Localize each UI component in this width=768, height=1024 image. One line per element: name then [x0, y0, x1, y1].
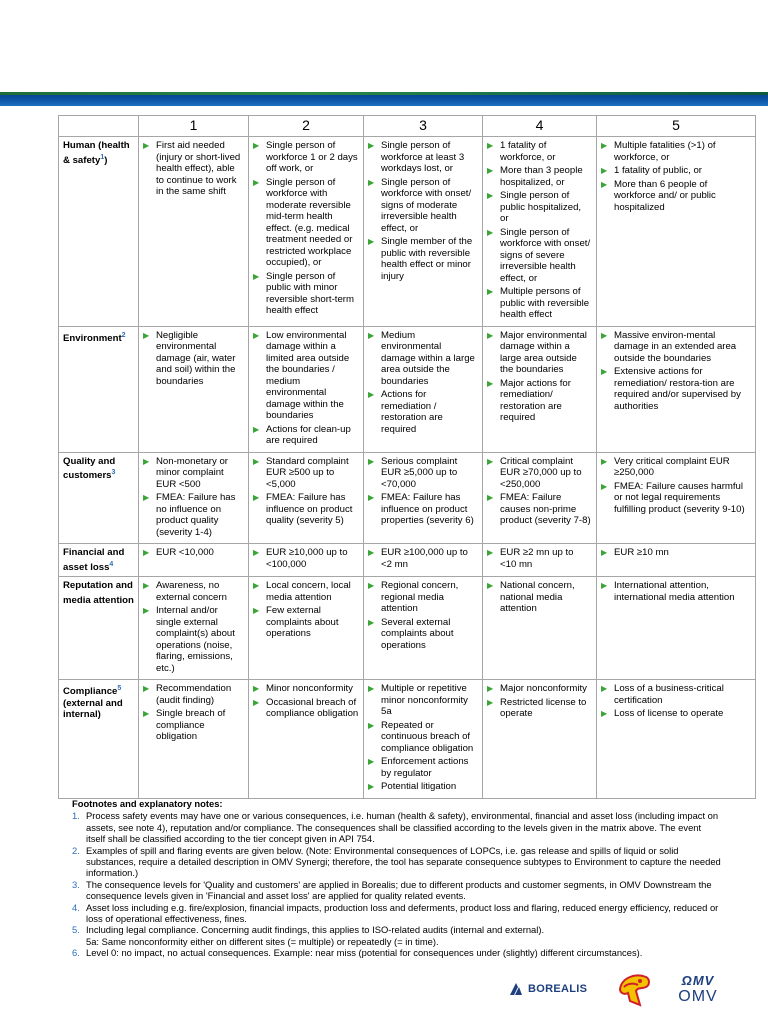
consequence-matrix	[58, 115, 756, 799]
level-cell	[249, 326, 364, 452]
criteria-item: ▶ Critical complaint EUR ≥70,000 up to <250,000	[487, 456, 592, 491]
level-cell	[483, 577, 597, 680]
level-cell	[483, 680, 597, 799]
category-footnote-ref: 5	[117, 685, 122, 693]
criteria-list	[253, 547, 359, 570]
category-footnote-ref: 1	[100, 153, 105, 161]
footnote-item: 4. Asset loss including e.g. fire/explosion, financial impacts, production loss and deferments, product loss and flaring, reduced energy efficiency, reduced or loss of operational effectiveness, fines.	[72, 902, 722, 925]
category-label	[59, 577, 139, 680]
category-footnote-ref: 3	[111, 469, 116, 476]
criteria-item: ▶ Single person of workforce 1 or 2 days off work, or	[253, 140, 359, 175]
criteria-list	[253, 580, 359, 640]
criteria-list	[143, 456, 244, 539]
criteria-item: ▶ Massive environ-mental damage in an extended area outside the boundaries	[601, 330, 751, 365]
criteria-item: ▶ Internal and/or single external complaint(s) about operations (noise, flaring, emissions, etc.)	[143, 605, 244, 674]
footnote-item: 5. Including legal compliance. Concerning audit findings, this applies to ISO-related audits (internal and external).	[72, 924, 722, 935]
criteria-item: ▶ Major actions for remediation/ restoration are required	[487, 378, 592, 424]
criteria-item: ▶ Single person of workforce with onset/ signs of severe irreversible health effect, or	[487, 227, 592, 285]
criteria-item: ▶ More than 6 people of workforce and/ or public hospitalized	[601, 179, 751, 214]
category-label	[59, 680, 139, 799]
level-cell	[249, 544, 364, 577]
category-text: Quality and customers	[63, 455, 116, 482]
matrix-row	[59, 326, 756, 452]
criteria-item: ▶ Very critical complaint EUR ≥250,000	[601, 456, 751, 479]
criteria-item: ▶ Recommendation (audit finding)	[143, 683, 244, 706]
criteria-list	[368, 683, 478, 793]
level-cell	[364, 680, 483, 799]
omv-mark-icon: ΩΜV	[681, 973, 715, 988]
criteria-list	[601, 580, 751, 603]
level-cell	[139, 326, 249, 452]
header-blank	[59, 116, 139, 137]
level-header: 5	[597, 116, 756, 137]
matrix-row	[59, 452, 756, 544]
criteria-item: ▶ Occasional breach of compliance obligation	[253, 697, 359, 720]
level-cell	[483, 326, 597, 452]
matrix-row	[59, 577, 756, 680]
level-cell	[597, 680, 756, 799]
criteria-list	[253, 456, 359, 527]
criteria-list	[368, 580, 478, 651]
criteria-item: ▶ Medium environmental damage within a large area outside the boundaries	[368, 330, 478, 388]
criteria-list	[143, 683, 244, 743]
category-label	[59, 544, 139, 577]
criteria-list	[601, 547, 751, 559]
category-text: Compliance	[63, 686, 118, 698]
level-cell	[597, 326, 756, 452]
criteria-item: ▶ Actions for clean-up are required	[253, 424, 359, 447]
level-cell	[483, 137, 597, 327]
criteria-item: ▶ Multiple or repetitive minor nonconformity 5a	[368, 683, 478, 718]
eagle-logo-icon	[616, 971, 652, 1009]
criteria-item: ▶ Regional concern, regional media attention	[368, 580, 478, 615]
category-footnote-ref: 4	[109, 560, 114, 568]
level-cell	[249, 680, 364, 799]
omv-logo	[672, 973, 724, 1006]
category-text: Financial and asset loss	[63, 547, 125, 573]
category-text: Human (health & safety	[63, 140, 130, 166]
criteria-item: ▶ Single breach of compliance obligation	[143, 708, 244, 743]
criteria-item: ▶ International attention, international media attention	[601, 580, 751, 603]
criteria-item: ▶ Enforcement actions by regulator	[368, 756, 478, 779]
footnote-item: 5a: Same nonconformity either on different sites (= multiple) or repeatedly (= in time).	[86, 935, 439, 947]
level-cell	[139, 137, 249, 327]
category-footnote-ref: 2	[121, 331, 126, 339]
criteria-list	[143, 547, 244, 559]
criteria-item: ▶ Non-monetary or minor complaint EUR <500	[143, 456, 244, 491]
criteria-item: ▶ Loss of license to operate	[601, 708, 751, 720]
criteria-list	[143, 330, 244, 388]
matrix-row	[59, 137, 756, 327]
criteria-list	[601, 683, 751, 720]
criteria-list	[253, 140, 359, 317]
criteria-list	[601, 140, 751, 213]
matrix-row	[59, 544, 756, 577]
level-cell	[139, 544, 249, 577]
level-cell	[364, 577, 483, 680]
category-text: Reputation and media attention	[63, 580, 134, 606]
category-text: Environment	[63, 332, 122, 344]
criteria-item: ▶ 1 fatality of public, or	[601, 165, 751, 177]
criteria-item: ▶ FMEA: Failure has influence on product quality (severity 5)	[253, 492, 359, 527]
criteria-item: ▶ More than 3 people hospitalized, or	[487, 165, 592, 188]
criteria-item: ▶ FMEA: Failure has no influence on product quality (severity 1-4)	[143, 492, 244, 538]
criteria-list	[487, 547, 592, 570]
criteria-list	[487, 140, 592, 321]
level-cell	[597, 137, 756, 327]
level-cell	[483, 544, 597, 577]
criteria-item: ▶ EUR ≥10 mn	[601, 547, 751, 559]
criteria-item: ▶ EUR ≥100,000 up to <2 mn	[368, 547, 478, 570]
level-cell	[483, 452, 597, 544]
criteria-item: ▶ Loss of a business-critical certification	[601, 683, 751, 706]
level-cell	[364, 452, 483, 544]
level-header: 1	[139, 116, 249, 137]
criteria-item: ▶ Restricted license to operate	[487, 697, 592, 720]
criteria-list	[253, 683, 359, 720]
criteria-item: ▶ Several external complaints about operations	[368, 617, 478, 652]
criteria-item: ▶ FMEA: Failure causes harmful or not legal requirements fulfilling product (severity 9-10)	[601, 481, 751, 516]
criteria-list	[368, 330, 478, 436]
criteria-item: ▶ Major environmental damage within a large area outside the boundaries	[487, 330, 592, 376]
level-header: 2	[249, 116, 364, 137]
omv-logo-text: OMV	[678, 988, 718, 1005]
category-text-suffix: )	[104, 154, 108, 166]
footnote-item: 6. Level 0: no impact, no actual consequences. Example: near miss (potential for consequences under (slightly) different circumstances).	[72, 947, 722, 958]
logo-area	[500, 965, 760, 1015]
criteria-item: ▶ Single person of workforce with moderate reversible mid-term health effect. (e.g. medical treatment needed or restricted workplace occupied), or	[253, 177, 359, 269]
criteria-list	[143, 580, 244, 674]
header-banner-accent	[0, 92, 768, 95]
criteria-list	[487, 683, 592, 720]
borealis-mark-icon	[508, 981, 524, 997]
criteria-item: ▶ Low environmental damage within a limited area outside the boundaries / medium environmental damage within the boundaries	[253, 330, 359, 422]
criteria-list	[368, 140, 478, 282]
criteria-list	[601, 330, 751, 413]
level-cell	[597, 577, 756, 680]
criteria-item: ▶ EUR ≥10,000 up to <100,000	[253, 547, 359, 570]
criteria-item: ▶ Awareness, no external concern	[143, 580, 244, 603]
level-cell	[364, 137, 483, 327]
criteria-item: ▶ Multiple persons of public with reversible health effect	[487, 286, 592, 321]
criteria-item: ▶ Single person of public with minor reversible short-term health effect	[253, 271, 359, 317]
criteria-list	[487, 330, 592, 424]
level-cell	[139, 577, 249, 680]
criteria-item: ▶ Serious complaint EUR ≥5,000 up to <70,000	[368, 456, 478, 491]
level-cell	[364, 544, 483, 577]
criteria-item: ▶ EUR ≥2 mn up to <10 mn	[487, 547, 592, 570]
criteria-item: ▶ Single person of workforce with onset/ signs of moderate irreversible health effect, or	[368, 177, 478, 235]
footnotes-title: Footnotes and explanatory notes:	[72, 798, 223, 809]
footnote-item: 2. Examples of spill and flaring events are given below. (Note: Environmental consequences of LOPCs, i.e. gas release and spills of liquid or solid substances, require a detailed description in OMV Synergi; therefore, the tool has separate consequence subtypes to Environment to capture the needed information.)	[72, 845, 722, 879]
criteria-item: ▶ National concern, national media attention	[487, 580, 592, 615]
footnote-item: 1. Process safety events may have one or various consequences, i.e. human (health & safety), environmental, financial and asset loss (including impact on assets, see note 4), reputation and/or compliance. The consequences shall be classified according to the levels given in the matrix above. The event itself shall be classified according to the tier concept given in API 754.	[72, 810, 722, 844]
matrix-body	[59, 137, 756, 799]
level-cell	[139, 452, 249, 544]
criteria-item: ▶ Negligible environmental damage (air, water and soil) within the boundaries	[143, 330, 244, 388]
criteria-item: ▶ Minor nonconformity	[253, 683, 359, 695]
level-header: 4	[483, 116, 597, 137]
criteria-item: ▶ Actions for remediation / restoration are required	[368, 389, 478, 435]
criteria-list	[601, 456, 751, 516]
criteria-item: ▶ 1 fatality of workforce, or	[487, 140, 592, 163]
footnote-item: 3. The consequence levels for 'Quality and customers' are applied in Borealis; due to different products and customer segments, in OMV Downstream the consequence levels given in 'Financial and asset loss' are applied for quality related events.	[72, 879, 722, 902]
criteria-item: ▶ Few external complaints about operations	[253, 605, 359, 640]
borealis-logo	[508, 981, 587, 997]
level-cell	[139, 680, 249, 799]
borealis-logo-text: BOREALIS	[528, 983, 588, 995]
criteria-item: ▶ EUR <10,000	[143, 547, 244, 559]
criteria-list	[143, 140, 244, 198]
criteria-item: ▶ Major nonconformity	[487, 683, 592, 695]
criteria-list	[487, 456, 592, 527]
header-row	[59, 116, 756, 137]
category-label	[59, 452, 139, 544]
level-cell	[249, 577, 364, 680]
criteria-item: ▶ FMEA: Failure has influence on product properties (severity 6)	[368, 492, 478, 527]
criteria-list	[253, 330, 359, 447]
criteria-item: ▶ Multiple fatalities (>1) of workforce, or	[601, 140, 751, 163]
criteria-item: ▶ Repeated or continuous breach of compliance obligation	[368, 720, 478, 755]
level-cell	[364, 326, 483, 452]
criteria-item: ▶ Extensive actions for remediation/ restora-tion are required and/or supervised by authorities	[601, 366, 751, 412]
level-cell	[249, 137, 364, 327]
criteria-item: ▶ First aid needed (injury or short-lived health effect), able to continue to work in the same shift	[143, 140, 244, 198]
criteria-list	[368, 456, 478, 527]
level-header: 3	[364, 116, 483, 137]
category-label	[59, 326, 139, 452]
criteria-item: ▶ Single person of public hospitalized, or	[487, 190, 592, 225]
category-label	[59, 137, 139, 327]
criteria-list	[487, 580, 592, 615]
category-text-suffix: (external and internal)	[63, 697, 123, 721]
criteria-item: ▶ Single member of the public with reversible health effect or minor injury	[368, 236, 478, 282]
footnotes	[72, 798, 722, 959]
footnotes-list	[72, 810, 722, 958]
matrix-row	[59, 680, 756, 799]
criteria-item: ▶ Single person of workforce at least 3 workdays lost, or	[368, 140, 478, 175]
level-cell	[249, 452, 364, 544]
criteria-item: ▶ FMEA: Failure causes non-prime product (severity 7-8)	[487, 492, 592, 527]
criteria-item: ▶ Potential litigation	[368, 781, 478, 793]
criteria-list	[368, 547, 478, 570]
level-cell	[597, 544, 756, 577]
level-cell	[597, 452, 756, 544]
criteria-item: ▶ Standard complaint EUR ≥500 up to <5,000	[253, 456, 359, 491]
criteria-item: ▶ Local concern, local media attention	[253, 580, 359, 603]
